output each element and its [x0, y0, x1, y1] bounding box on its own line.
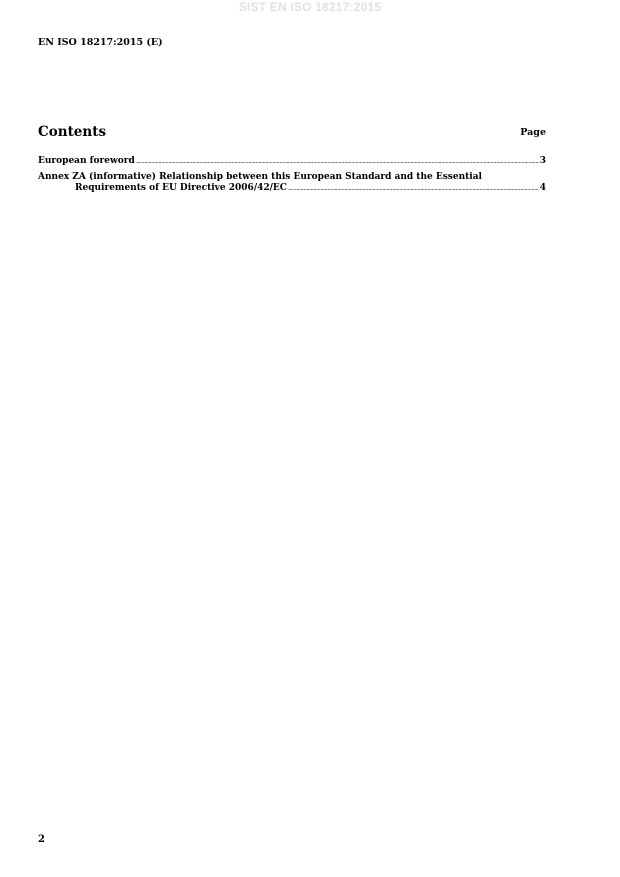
dot-leader	[136, 156, 539, 167]
toc-entry-title[interactable]: European foreword	[38, 156, 135, 166]
contents-title: Contents	[38, 124, 107, 140]
page-column-label: Page	[520, 127, 546, 138]
dot-leader	[288, 183, 539, 194]
toc-entry-title-continued[interactable]: Requirements of EU Directive 2006/42/EC	[75, 183, 287, 193]
toc-entry-european-foreword[interactable]	[38, 156, 546, 167]
table-of-contents	[38, 156, 546, 199]
toc-entry-page: 3	[539, 156, 546, 166]
document-id: EN ISO 18217:2015 (E)	[38, 37, 163, 48]
page-number: 2	[38, 834, 45, 845]
toc-entry-title[interactable]: Annex ZA (informative) Relationship between this European Standard and the Essential	[38, 172, 482, 182]
toc-entry-annex-za[interactable]	[38, 172, 546, 194]
contents-header	[38, 124, 546, 144]
toc-entry-page: 4	[539, 183, 546, 193]
watermark: SIST EN ISO 18217:2015	[238, 0, 382, 14]
